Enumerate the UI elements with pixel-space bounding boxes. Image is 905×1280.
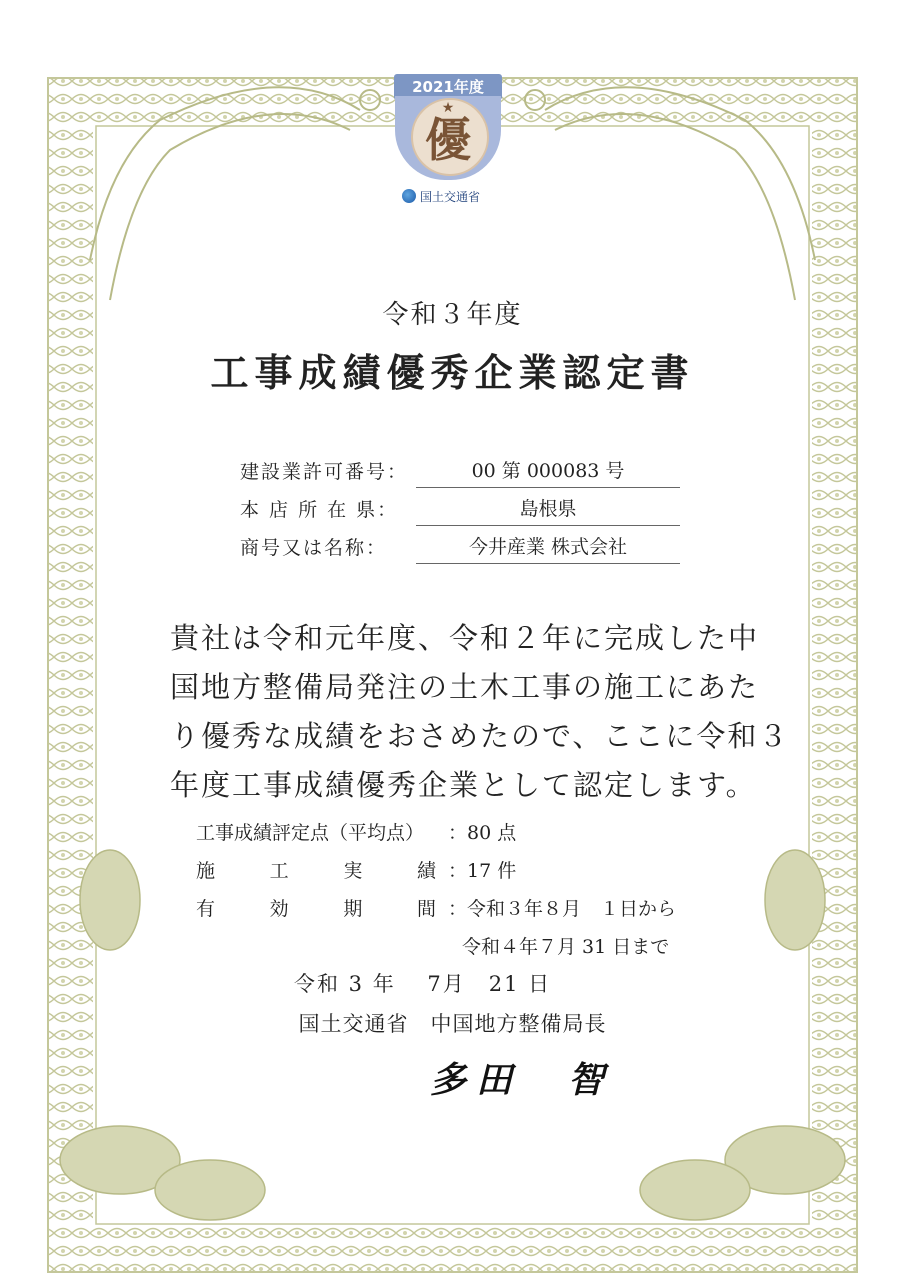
- body-line: 貴社は令和元年度、令和２年に完成した中: [170, 621, 760, 655]
- record-label-char: 績: [416, 859, 436, 882]
- period-label-char: 有: [196, 897, 216, 920]
- issuer: 国土交通省 中国地方整備局長: [298, 1012, 607, 1036]
- signature: 多田 智: [430, 1059, 615, 1101]
- period-from: ：令和３年８月 １日から: [448, 897, 677, 920]
- record-label-char: 施: [196, 859, 216, 882]
- period-label-char: 間: [416, 897, 436, 920]
- info-row-prefecture: [240, 488, 680, 526]
- detail-row-score: [196, 812, 736, 850]
- period-label-char: 効: [269, 897, 289, 920]
- detail-row-period-to: [196, 926, 736, 964]
- score-label: 工事成績評定点（平均点）: [196, 821, 425, 844]
- info-row-company-name: [240, 526, 680, 564]
- badge-ministry-name: 国土交通省: [420, 189, 481, 204]
- certificate-details: [196, 812, 736, 964]
- info-value: 00 第 000083 号: [416, 456, 680, 488]
- badge-ministry: [402, 186, 502, 206]
- company-info: [240, 450, 680, 564]
- star-icon: ★: [441, 100, 455, 116]
- period-label: [196, 894, 436, 921]
- info-row-license: [240, 450, 680, 488]
- info-label: 本 店 所 在 県：: [240, 499, 399, 521]
- score-value: ：80 点: [448, 821, 517, 844]
- record-label: [196, 856, 436, 883]
- info-label: 商号又は名称：: [240, 537, 388, 559]
- badge-character: 優: [425, 113, 471, 167]
- info-value: 今井産業 株式会社: [416, 532, 680, 564]
- record-label-char: 工: [269, 859, 289, 882]
- info-label: 建設業許可番号：: [240, 461, 409, 483]
- certificate-body: [170, 614, 790, 810]
- detail-row-record: [196, 850, 736, 888]
- ministry-logo-icon: [402, 189, 416, 203]
- issue-date: 令和 3 年 7月 21 日: [294, 972, 552, 996]
- detail-row-period: [196, 888, 736, 926]
- info-value: 島根県: [416, 494, 680, 526]
- body-line: り優秀な成績をおさめたので、ここに令和３: [170, 719, 790, 753]
- record-label-char: 実: [343, 859, 363, 882]
- certificate-title: 工事成績優秀企業認定書: [210, 350, 695, 395]
- period-to: 令和４年７月 31 日まで: [462, 935, 670, 958]
- badge-disc: [395, 96, 501, 180]
- badge-year-label: 2021年度: [394, 74, 502, 100]
- period-label-char: 期: [343, 897, 363, 920]
- body-line: 年度工事成績優秀企業として認定します。: [170, 768, 757, 802]
- record-value: ：17 件: [448, 859, 517, 882]
- excellence-badge: [388, 74, 508, 212]
- body-line: 国地方整備局発注の土木工事の施工にあた: [170, 670, 760, 704]
- certificate-subtitle: 令和３年度: [382, 300, 523, 330]
